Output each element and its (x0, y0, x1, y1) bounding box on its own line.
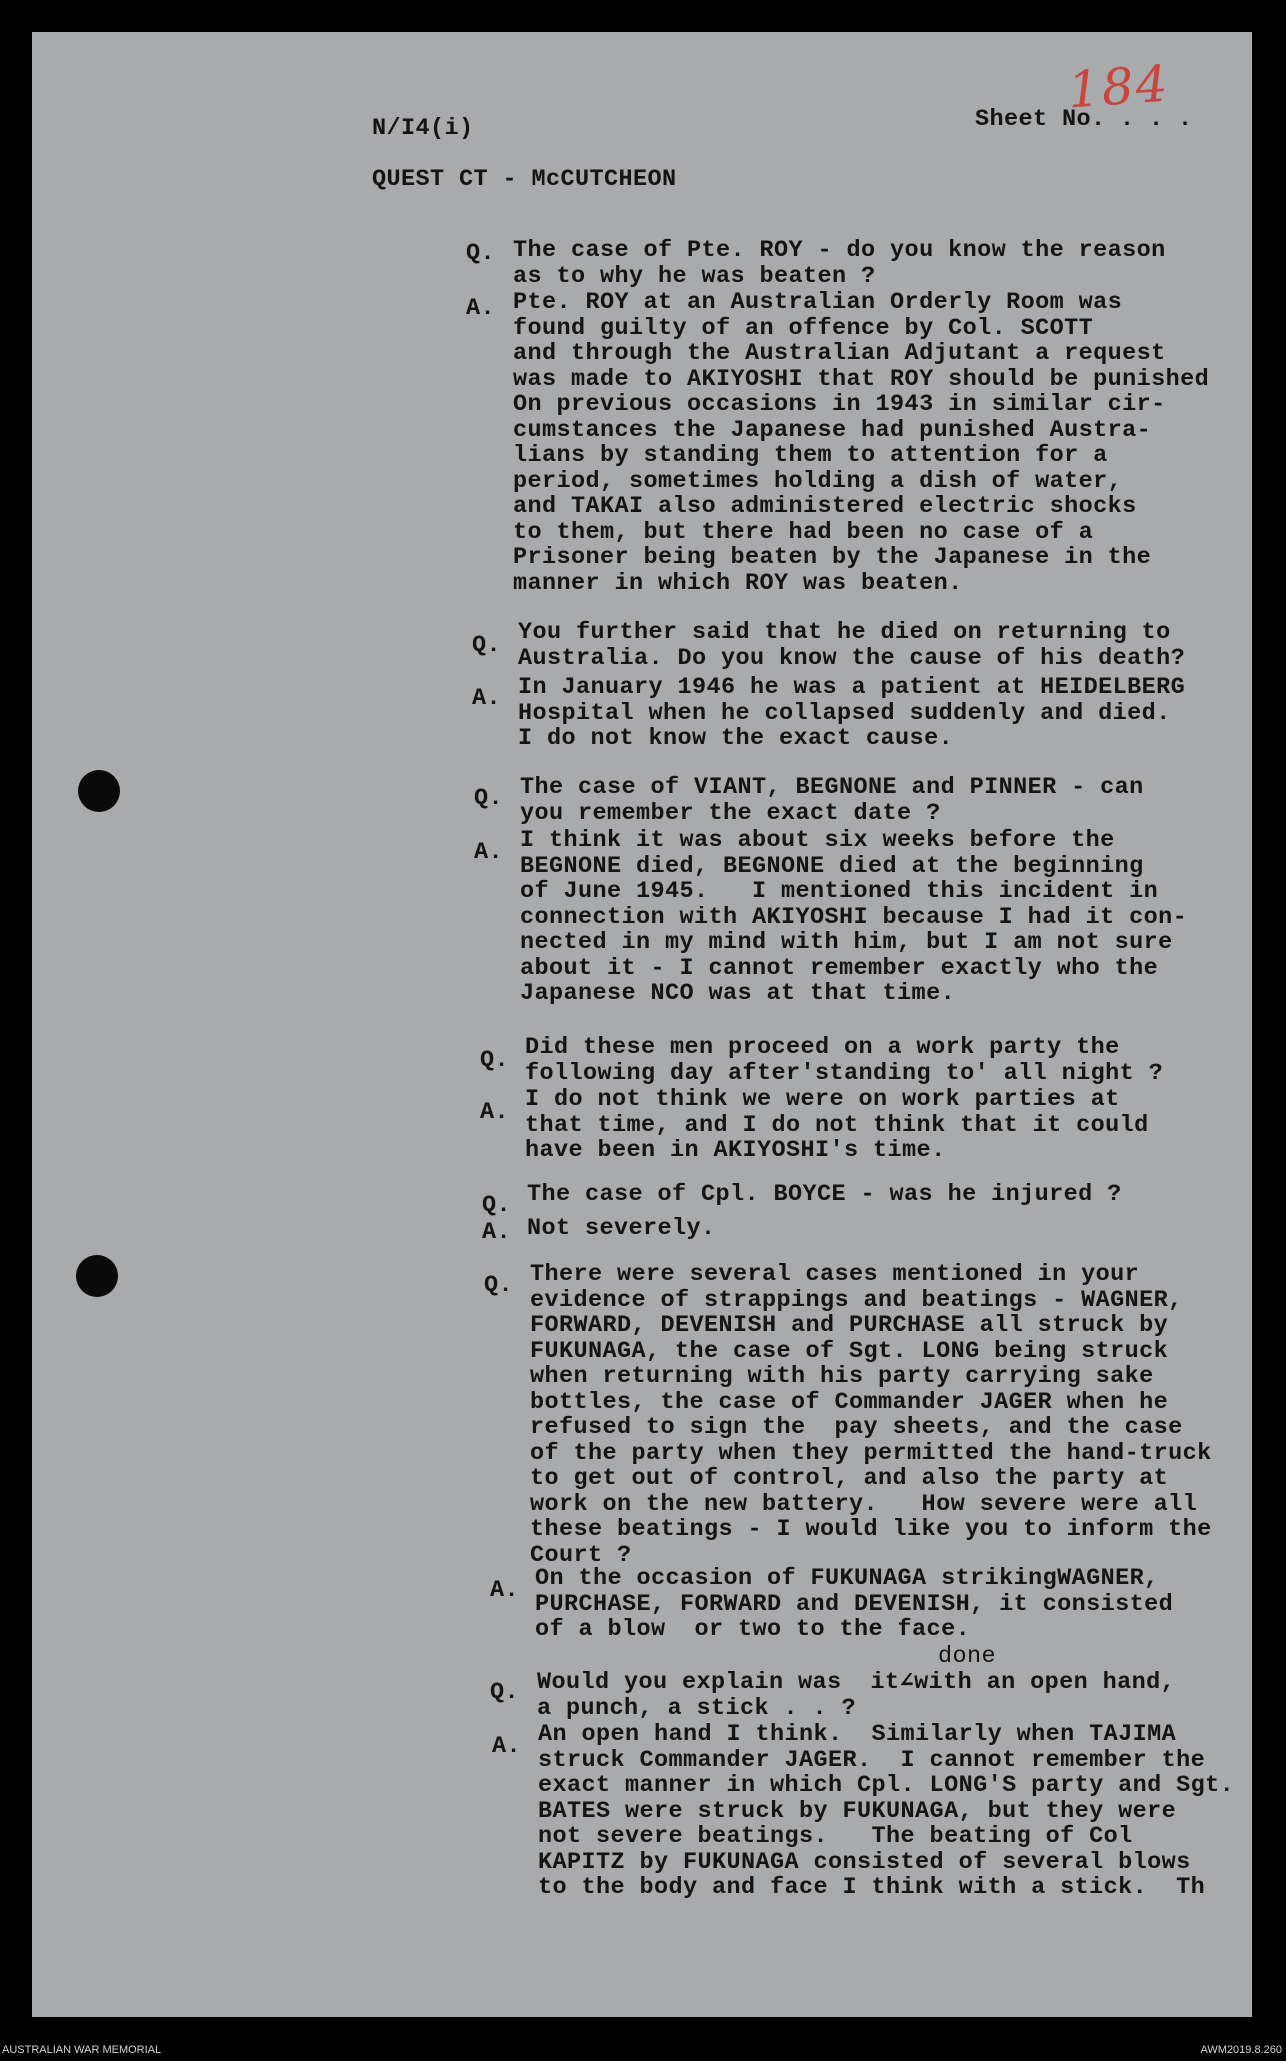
qa-label: Q. (480, 1047, 510, 1074)
court-title: QUEST CT - McCUTCHEON (372, 166, 677, 193)
qa-label: A. (472, 685, 502, 712)
qa-text: An open hand I think. Similarly when TAJIMA struck Commander JAGER. I cannot remember the exact manner in which Cpl. LONG'S party and Sgt. BATES were struck by FUKUNAGA, but they were not severe beatings. The beating of Col KAPITZ by FUKUNAGA consisted of several blows to the body and face I think with a stick. Th (538, 1721, 1235, 1901)
qa-label: A. (480, 1099, 510, 1126)
sheet-label: Sheet No. . . . (975, 106, 1193, 133)
qa-label: Q. (484, 1272, 514, 1299)
qa-label: Q. (482, 1192, 512, 1219)
qa-text: I think it was about six weeks before the BEGNONE died, BEGNONE died at the beginning of June 1945. I mentioned this incident in connection with AKIYOSHI because I had it con- nected in my mind with him, but I am not sure about it - I cannot remember exactly who the Japanese NCO was at that time. (520, 827, 1188, 1007)
qa-label: Q. (472, 632, 502, 659)
handwritten-sheet-number: 184 (1066, 54, 1172, 120)
qa-text: You further said that he died on returning to Australia. Do you know the cause of his death? (518, 619, 1186, 672)
qa-text: I do not think we were on work parties at that time, and I do not think that it could have been in AKIYOSHI's time. (525, 1086, 1149, 1164)
qa-text: Would you explain was it∠with an open hand, a punch, a stick . . ? (537, 1669, 1176, 1722)
file-reference: N/I4(i) (372, 115, 474, 142)
qa-label: Q. (490, 1679, 520, 1706)
qa-label: A. (474, 839, 504, 866)
qa-text: The case of VIANT, BEGNONE and PINNER - can you remember the exact date ? (520, 774, 1144, 827)
archive-reference: AWM2019.8.260 (1200, 2044, 1282, 2056)
handwritten-insert: done (938, 1643, 997, 1670)
qa-text: In January 1946 he was a patient at HEIDELBERG Hospital when he collapsed suddenly and died. I do not know the exact cause. (518, 674, 1186, 752)
qa-label: A. (490, 1577, 520, 1604)
qa-text: The case of Pte. ROY - do you know the reason as to why he was beaten ? (513, 237, 1166, 290)
qa-label: A. (492, 1733, 522, 1760)
qa-label: Q. (466, 240, 496, 267)
qa-text: There were several cases mentioned in your evidence of strappings and beatings - WAGNER, FORWARD, DEVENISH and PURCHASE all struck by FUKUNAGA, the case of Sgt. LONG being struck when returning with his party carrying sake bottles, the case of Commander JAGER when he refused to sign the pay sheets, and the case of the party when they permitted the hand-truck to get out of control, and also the party at work on the new battery. How severe were all these beatings - I would like you to inform the Court ? (530, 1261, 1212, 1569)
qa-text: Not severely. (527, 1215, 716, 1242)
qa-label: A. (466, 295, 496, 322)
qa-label: Q. (474, 785, 504, 812)
punch-hole-lower (76, 1255, 118, 1297)
qa-text: The case of Cpl. BOYCE - was he injured ? (527, 1181, 1122, 1208)
qa-text: Did these men proceed on a work party the following day after'standing to' all night ? (525, 1034, 1164, 1087)
archive-credit: AUSTRALIAN WAR MEMORIAL (2, 2044, 162, 2056)
punch-hole-upper (78, 770, 120, 812)
qa-text: Pte. ROY at an Australian Orderly Room was found guilty of an offence by Col. SCOTT and through the Australian Adjutant a request was made to AKIYOSHI that ROY should be punished On previous occasions in 1943 in similar cir- cumstances the Japanese had punished Austra- lians by standing them to attention for a period, sometimes holding a dish of water, and TAKAI also administered electric shocks to them, but there had been no case of a Prisoner being beaten by the Japanese in the manner in which ROY was beaten. (513, 289, 1210, 597)
qa-text: On the occasion of FUKUNAGA strikingWAGNER, PURCHASE, FORWARD and DEVENISH, it consisted of a blow or two to the face. (535, 1565, 1174, 1643)
qa-label: A. (482, 1219, 512, 1246)
